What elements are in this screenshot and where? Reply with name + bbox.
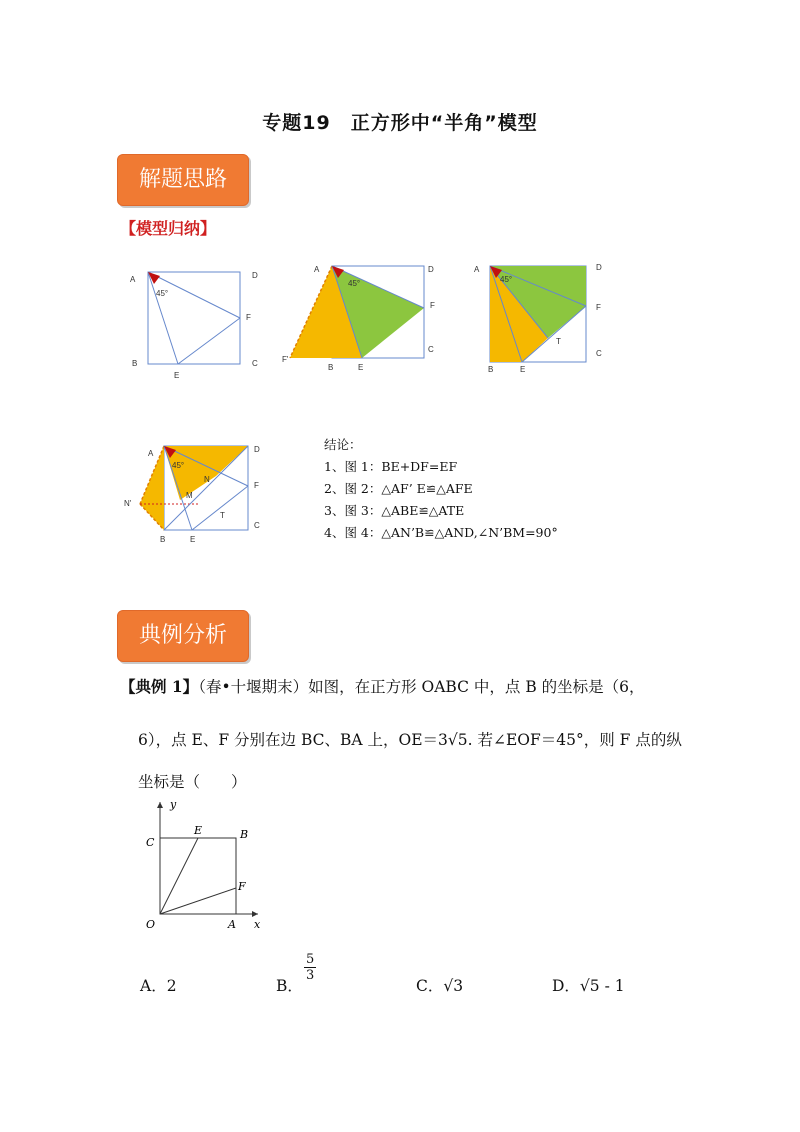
choice-d: D．√5 - 1 xyxy=(552,977,625,995)
fig2-angle: 45° xyxy=(348,279,361,288)
fig3-label-d: D xyxy=(596,263,602,272)
choice-b-denominator: 3 xyxy=(306,968,315,983)
fig1-label-f: F xyxy=(246,313,251,322)
fig1-label-d: D xyxy=(252,271,258,280)
choice-b-numerator: 5 xyxy=(306,952,315,967)
conclusion-item: 3、图 3：△ABE≌△ATE xyxy=(324,503,465,518)
section-badge-approach: 解题思路 xyxy=(117,154,249,206)
coord-label-a: A xyxy=(228,918,236,931)
fig4-label-b: B xyxy=(160,535,166,544)
example-line-1-text: 如图，在正方形 OABC 中，点 B 的坐标是（6， xyxy=(308,678,645,696)
conclusions-heading: 结论： xyxy=(324,437,362,452)
coord-label-x: x xyxy=(254,918,261,931)
figure-3 xyxy=(470,256,620,376)
fig4-label-m: M xyxy=(186,491,193,500)
fig2-label-f: F xyxy=(430,301,435,310)
fig2-label-a: A xyxy=(314,265,320,274)
figure-1 xyxy=(128,262,268,380)
fig3-label-t: T xyxy=(556,337,561,346)
example-line-2: 6），点 E、F 分别在边 BC、BA 上，OE＝3√5. 若∠EOF＝45°，则 F 点的纵 xyxy=(138,731,682,749)
choice-b-label: B． xyxy=(276,977,303,995)
conclusion-item: 2、图 2：△AF’ E≌△AFE xyxy=(324,481,473,496)
section-badge-examples: 典例分析 xyxy=(117,610,249,662)
coord-label-f: F xyxy=(238,880,246,893)
coord-label-e: E xyxy=(194,824,203,837)
fig4-label-t: T xyxy=(220,511,225,520)
conclusion-item: 4、图 4：△AN’B≌△AND,∠N’BM=90° xyxy=(324,525,558,540)
choice-a: A．2 xyxy=(140,977,177,995)
fig1-label-e: E xyxy=(174,371,180,380)
choice-b xyxy=(276,952,315,996)
fig2-label-fprime: F' xyxy=(282,355,289,364)
choice-b-fraction xyxy=(304,952,316,983)
coord-label-b: B xyxy=(240,828,249,841)
conclusion-item: 1、图 1：BE+DF=EF xyxy=(324,459,458,474)
fig4-angle: 45° xyxy=(172,461,185,470)
figure-4 xyxy=(120,436,270,548)
coord-label-c: C xyxy=(146,836,155,849)
fig1-label-c: C xyxy=(252,359,258,368)
model-heading: 【模型归纳】 xyxy=(120,219,217,238)
example-line-3: 坐标是（ ） xyxy=(138,773,247,791)
fig4-label-c: C xyxy=(254,521,260,530)
fig4-label-n: N xyxy=(204,475,210,484)
fig2-label-b: B xyxy=(328,363,334,372)
fig4-label-f: F xyxy=(254,481,259,490)
fig3-label-b: B xyxy=(488,365,494,374)
fig4-label-e: E xyxy=(190,535,196,544)
fig3-angle: 45° xyxy=(500,275,513,284)
example-tag: 【典例 1】 xyxy=(120,677,199,696)
fig2-label-c: C xyxy=(428,345,434,354)
example-line-1 xyxy=(120,675,680,699)
fig4-label-d: D xyxy=(254,445,260,454)
example-source: （春•十堰期末） xyxy=(198,678,309,696)
fig3-label-f: F xyxy=(596,303,601,312)
fig2-label-e: E xyxy=(358,363,364,372)
conclusions-block xyxy=(324,434,558,544)
fig3-label-c: C xyxy=(596,349,602,358)
fig1-label-a: A xyxy=(130,275,136,284)
page-title: 专题19 正方形中“半角”模型 xyxy=(262,112,538,134)
fig3-label-e: E xyxy=(520,365,526,374)
fig3-label-a: A xyxy=(474,265,480,274)
fig4-label-a: A xyxy=(148,449,154,458)
coord-label-o: O xyxy=(146,918,156,931)
coord-label-y: y xyxy=(170,798,177,811)
fig1-angle: 45° xyxy=(156,289,169,298)
fig1-label-b: B xyxy=(132,359,138,368)
fig2-label-d: D xyxy=(428,265,434,274)
figure-2 xyxy=(278,258,448,378)
choice-c: C．√3 xyxy=(416,977,464,995)
fig4-label-nprime: N' xyxy=(124,499,132,508)
coordinate-figure xyxy=(140,796,270,936)
